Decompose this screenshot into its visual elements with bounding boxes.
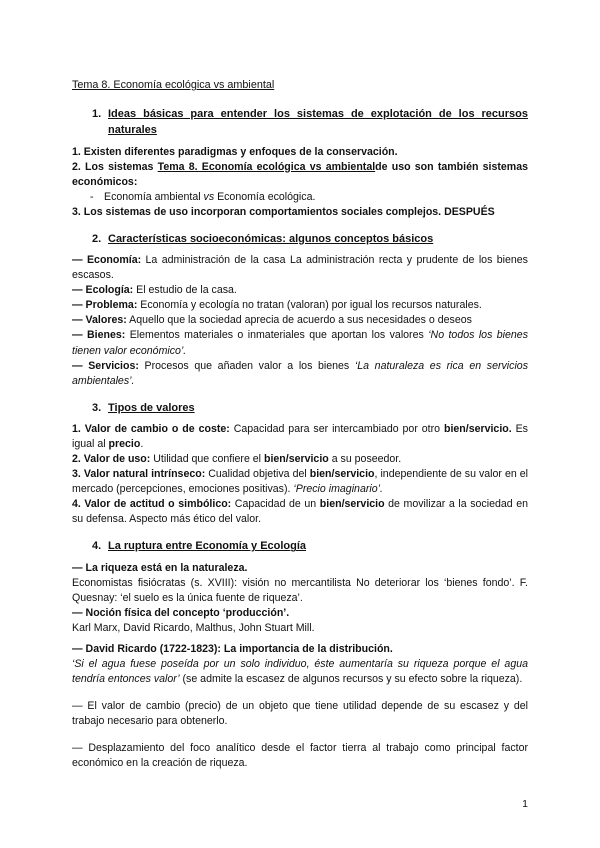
definition-text: Economía y ecología no tratan (valoran) por igual los recursos naturales. <box>137 299 482 312</box>
quote: ‘Si el agua fuese poseída por un solo individuo, éste aumentaría su riqueza porque el agua tendría entonces valor’ <box>72 658 528 686</box>
inline-title: Tema 8. Economía ecológica vs ambiental <box>157 160 376 173</box>
text-run: 2. Los sistemas <box>72 160 158 173</box>
text-run: Economía ambiental <box>104 190 204 203</box>
section-number: 2. <box>92 232 102 245</box>
quote: ‘No todos los bienes tienen valor económico’. <box>72 329 528 357</box>
section-title: Características socioeconómicas: algunos conceptos básicos <box>108 232 434 245</box>
bullet-text <box>104 190 315 205</box>
text-run: Capacidad de un <box>231 498 320 511</box>
definition-problema <box>72 298 528 313</box>
definition-text: El estudio de la casa. <box>133 284 237 297</box>
text-run: de uso son también sistemas económicos: <box>72 160 528 188</box>
term: — Servicios: <box>72 359 139 372</box>
term: — Bienes: <box>72 329 126 342</box>
paragraph-desplazamiento: — Desplazamiento del foco analítico desde el factor tierra al trabajo como principal factor económico en la creación de riqueza. <box>72 742 528 770</box>
text-run: Es igual al <box>72 423 528 451</box>
point-3: 3. Los sistemas de uso incorporan comportamientos sociales complejos. DESPUÉS <box>72 205 495 218</box>
term: 3. Valor natural intrínseco: <box>72 468 206 481</box>
text-run: Utilidad que confiere el <box>150 453 264 466</box>
term: 4. Valor de actitud o simbólico: <box>72 498 232 511</box>
paragraph-ricardo-quote <box>72 657 528 687</box>
italic-run: vs <box>203 190 215 203</box>
value-type-2 <box>72 452 528 467</box>
document-title: Tema 8. Economía ecológica vs ambiental <box>72 79 275 91</box>
text-run: Capacidad para ser intercambiado por otro <box>229 423 444 436</box>
text-run: , independiente de su valor en el mercado (percepciones, emociones positivas). <box>72 468 528 496</box>
text-run: (se admite la escasez de algunos recursos y su efecto sobre la riqueza). <box>179 673 523 686</box>
definition-text: Aquello que la sociedad aprecia de acuerdo a sus necesidades o deseos <box>126 314 472 327</box>
bold-run: bien/servicio <box>309 468 375 481</box>
bold-run: bien/servicio. <box>443 423 512 436</box>
term: — Valores: <box>72 314 127 327</box>
section-4-heading <box>92 539 528 555</box>
page-number: 1 <box>522 798 528 810</box>
paragraph-authors: Karl Marx, David Ricardo, Malthus, John Stuart Mill. <box>72 622 315 635</box>
paragraph-valor-cambio: — El valor de cambio (precio) de un objeto que tiene utilidad depende de su escasez y del trabajo necesario para obtenerlo. <box>72 700 528 728</box>
definition-servicios <box>72 359 528 389</box>
term: — Ecología: <box>72 284 134 297</box>
section-2-heading <box>92 232 528 248</box>
definition-text: Elementos materiales o inmateriales que aportan los valores <box>125 329 429 342</box>
bullet-item <box>90 190 528 205</box>
definition-text: Procesos que añaden valor a los bienes <box>138 359 355 372</box>
text-run: . <box>140 438 144 451</box>
subheading-produccion: — Noción física del concepto ‘producción’. <box>72 607 290 620</box>
value-type-1 <box>72 422 528 452</box>
page-content <box>72 78 528 771</box>
bold-run: precio <box>108 438 141 451</box>
bold-run: bien/servicio <box>319 498 385 511</box>
term: — Problema: <box>72 299 138 312</box>
paragraph-fisiocratas: Economistas fisiócratas (s. XVIII): visión no mercantilista No deteriorar los ‘bienes fondo’. F. Quesnay: ‘el suelo es la única fuente de riqueza’. <box>72 577 528 605</box>
section-number: 4. <box>92 540 102 553</box>
bullet-dash: - <box>90 190 94 203</box>
section-number: 3. <box>92 401 102 414</box>
subheading-ricardo: — David Ricardo (1722-1823): La importancia de la distribución. <box>72 643 393 656</box>
definition-ecologia <box>72 283 528 298</box>
definition-economia <box>72 253 528 283</box>
section-title: Ideas básicas para entender los sistemas de explotación de los recursos naturales <box>108 108 528 136</box>
quote: ‘La naturaleza es rica en servicios ambientales’. <box>72 359 528 387</box>
bold-run: bien/servicio <box>263 453 329 466</box>
value-type-4 <box>72 497 528 527</box>
term: — Economía: <box>72 254 142 267</box>
definition-valores <box>72 313 528 328</box>
section-number: 1. <box>92 108 102 121</box>
text-run: de movilizar a la sociedad en su defensa. Aspecto más ético del valor. <box>72 498 529 526</box>
point-1: 1. Existen diferentes paradigmas y enfoques de la conservación. <box>72 145 398 158</box>
quote: ‘Precio imaginario’. <box>293 483 383 496</box>
term: 1. Valor de cambio o de coste: <box>72 423 230 436</box>
text-run: Economía ecológica. <box>214 190 316 203</box>
value-type-3 <box>72 467 528 497</box>
text-run: Cualidad objetiva del <box>205 468 310 481</box>
section-1-heading <box>92 107 528 138</box>
definition-text: La administración de la casa La administración recta y prudente de los bienes escasos. <box>72 254 528 282</box>
definition-bienes <box>72 328 528 358</box>
section-title: Tipos de valores <box>108 401 195 414</box>
term: 2. Valor de uso: <box>72 453 151 466</box>
section-title: La ruptura entre Economía y Ecología <box>108 540 307 553</box>
subheading-riqueza: — La riqueza está en la naturaleza. <box>72 562 248 575</box>
point-2 <box>72 160 528 190</box>
text-run: a su poseedor. <box>328 453 402 466</box>
section-3-heading <box>92 401 528 417</box>
